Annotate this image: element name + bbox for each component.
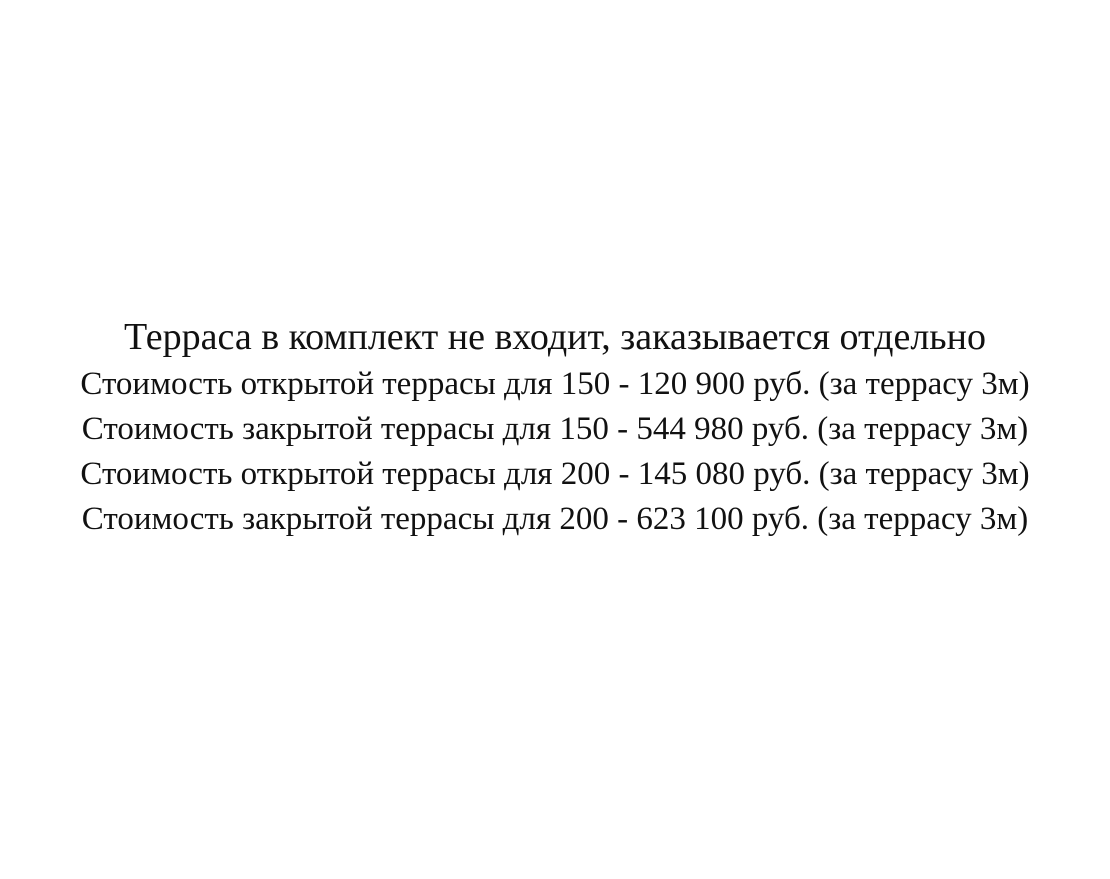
notice-headline: Терраса в комплект не входит, заказывается отдельно [124, 316, 986, 358]
price-line-open-200: Стоимость открытой террасы для 200 - 145 080 руб. (за террасу 3м) [80, 456, 1030, 492]
price-line-closed-150: Стоимость закрытой террасы для 150 - 544 980 руб. (за террасу 3м) [81, 411, 1029, 447]
terrace-notice [0, 312, 1110, 542]
price-list [0, 362, 1110, 542]
price-line-closed-200: Стоимость закрытой террасы для 200 - 623 100 руб. (за террасу 3м) [81, 501, 1029, 537]
price-line-open-150: Стоимость открытой террасы для 150 - 120 900 руб. (за террасу 3м) [80, 366, 1030, 402]
